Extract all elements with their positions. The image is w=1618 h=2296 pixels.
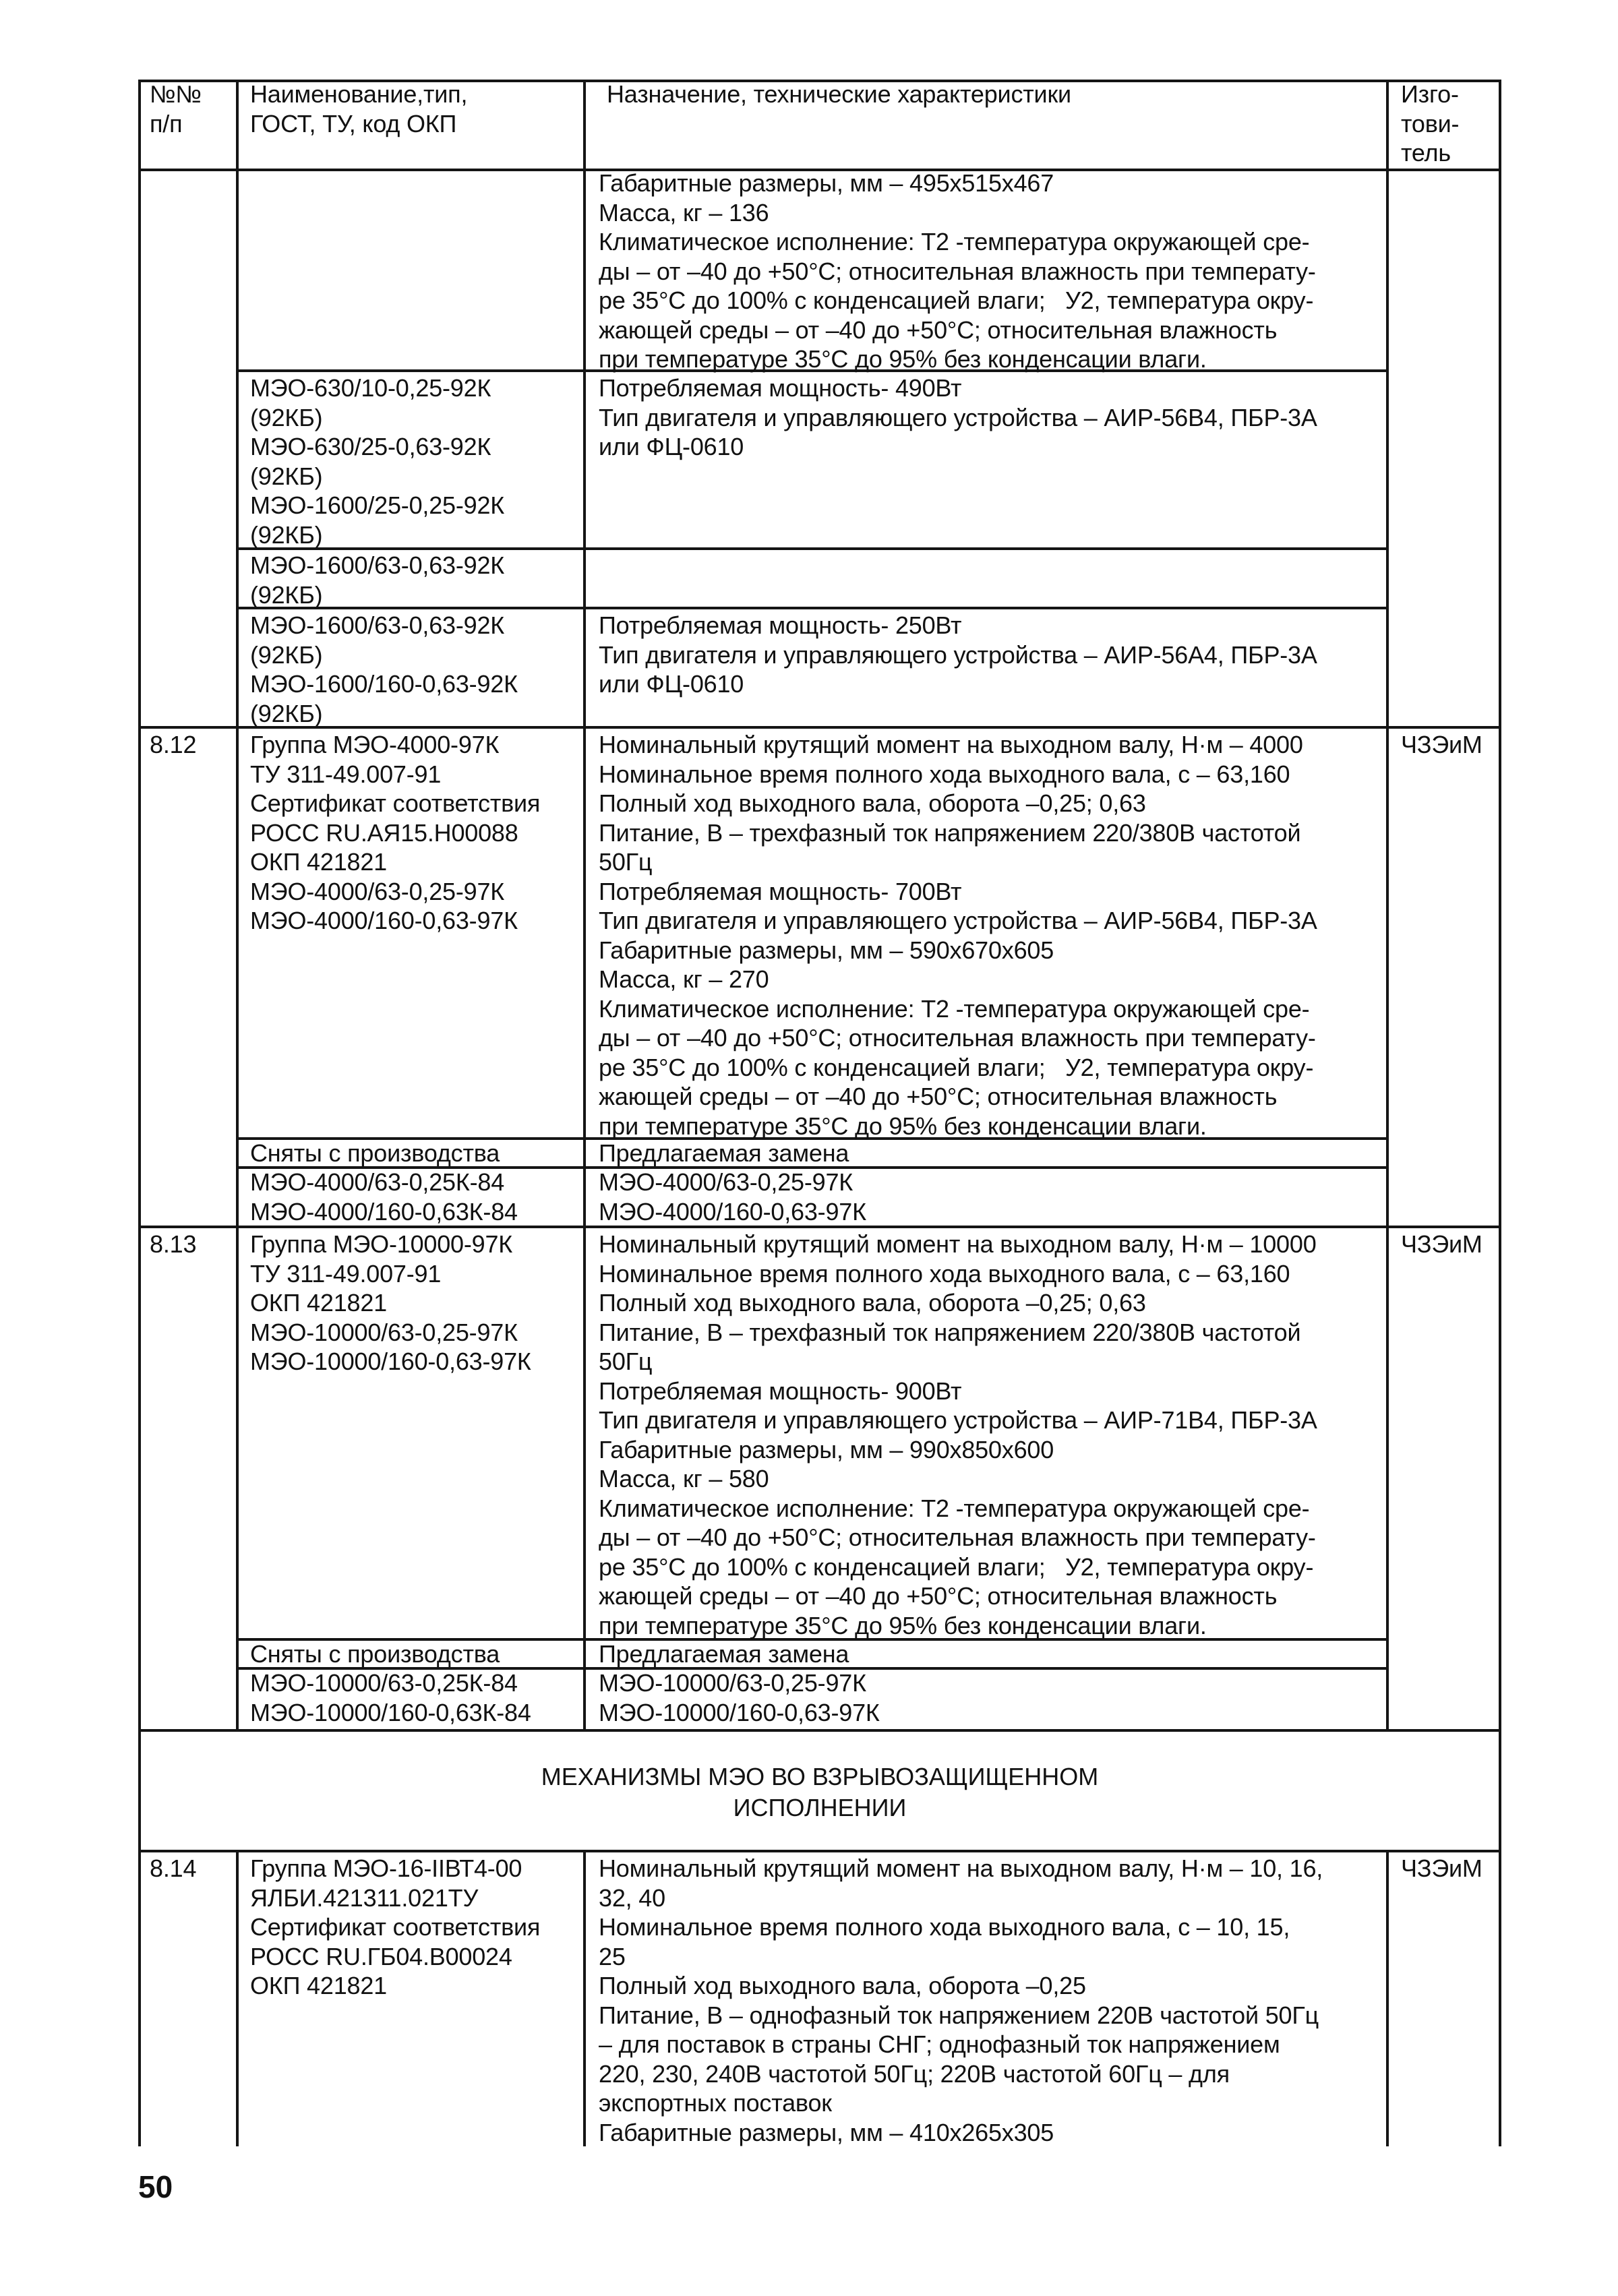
cont-desc-250w: Потребляемая мощность- 250Вт Тип двигателя и управляющего устройства – АИР-56А4, ПБР-3А или ФЦ-0610 (599, 611, 1317, 698)
table-left-border (138, 80, 141, 1852)
col1-divider (236, 80, 239, 1732)
replacement-812: Предлагаемая замена (599, 1139, 849, 1167)
header-number: №№ п/п (150, 80, 202, 138)
cont-desc-490w: Потребляемая мощность- 490Вт Тип двигателя и управляющего устройства – АИР-56В4, ПБР-3А или ФЦ-0610 (599, 374, 1317, 460)
name-812: Группа МЭО-4000-97К ТУ 311-49.007-91 Сертификат соответствия РОСС RU.АЯ15.Н00088 ОКП 421821 МЭО-4000/63-0,25-97К МЭО-4000/160-0,63-97К (250, 731, 541, 934)
row-number-812: 8.12 (150, 731, 197, 758)
manufacturer-814: ЧЗЭиМ (1401, 1854, 1482, 1882)
name-813: Группа МЭО-10000-97К ТУ 311-49.007-91 ОКП 421821 МЭО-10000/63-0,25-97К МЭО-10000/160-0,63-97К (250, 1230, 531, 1375)
manufacturer-813: ЧЗЭиМ (1401, 1230, 1482, 1258)
t814-col3-divider (1386, 1850, 1389, 2146)
desc-813: Номинальный крутящий момент на выходном валу, Н·м – 10000 Номинальное время полного хода выходного вала, с – 63,160 Полный ход выходного вала, оборота –0,25; 0,63 Питание, В – трехфазный ток напряжением 220/380В частотой 50Гц Потребляемая мощность- 900Вт Тип двигателя и управляющего устройства – АИР-71В4, ПБР-3А Габаритные размеры, мм – 990х850х600 Масса, кг – 580 Климатическое исполнение: Т2 -температура окружающей сре- ды – от –40 до +50°С; относительная влажность при температу- ре 35°С до 100% с конденсацией влаги; У2, температура окру- жающей среды – от –40 до +50°С; относительная влажность при температуре 35°С до 95% без конденсации влаги. (599, 1230, 1317, 1639)
old-models-812: МЭО-4000/63-0,25К-84 МЭО-4000/160-0,63К-84 (250, 1168, 518, 1226)
cont-desc-dimensions: Габаритные размеры, мм – 495х515х467 Масса, кг – 136 Климатическое исполнение: Т2 -температура окружающей сре- ды – от –40 до +50°С; относительная влажность при температу- ре 35°С до 100% с конденсацией влаги; У2, температура окру- жающей среды – от –40 до +50°С; относительная влажность при температуре 35°С до 95% без конденсации влаги. (599, 169, 1316, 373)
new-models-812: МЭО-4000/63-0,25-97К МЭО-4000/160-0,63-97К (599, 1168, 866, 1226)
row-number-813: 8.13 (150, 1230, 197, 1258)
desc-814: Номинальный крутящий момент на выходном валу, Н·м – 10, 16, 32, 40 Номинальное время полного хода выходного вала, с – 10, 15, 25 Полный ход выходного вала, оборота –0,25 Питание, В – однофазный ток напряжением 220В частотой 50Гц – для поставок в страны СНГ; однофазный ток напряжением 220, 230, 240В частотой 50Гц; 220В частотой 60Гц – для экспортных поставок Габаритные размеры, мм – 410х265х305 (599, 1854, 1323, 2146)
col2-divider (583, 80, 586, 1732)
header-name: Наименование,тип, ГОСТ, ТУ, код ОКП (250, 80, 468, 138)
old-models-813: МЭО-10000/63-0,25К-84 МЭО-10000/160-0,63К-84 (250, 1669, 531, 1726)
row-number-814: 8.14 (150, 1854, 197, 1882)
section-heading-explosion-proof: МЕХАНИЗМЫ МЭО ВО ВЗРЫВОЗАЩИЩЕННОМ ИСПОЛНЕНИИ (541, 1763, 1099, 1821)
header-purpose: Назначение, технические характеристики (607, 80, 1071, 108)
new-models-813: МЭО-10000/63-0,25-97К МЭО-10000/160-0,63-97К (599, 1669, 880, 1726)
name-814: Группа МЭО-16-IIВТ4-00 ЯЛБИ.421311.021ТУ Сертификат соответствия РОСС RU.ГБ04.В00024 ОКП 421821 (250, 1854, 541, 1999)
discontinued-813: Сняты с производства (250, 1640, 500, 1668)
section-bottom-border (138, 1850, 1501, 1852)
replacement-813: Предлагаемая замена (599, 1640, 849, 1668)
block-813-bottom-border (138, 1729, 1501, 1732)
cont-name-mzo1600-63: МЭО-1600/63-0,63-92К (92КБ) (250, 551, 505, 609)
t814-right-border (1499, 1850, 1501, 2146)
t814-col2-divider (583, 1850, 586, 2146)
desc-812: Номинальный крутящий момент на выходном валу, Н·м – 4000 Номинальное время полного хода выходного вала, с – 63,160 Полный ход выходного вала, оборота –0,25; 0,63 Питание, В – трехфазный ток напряжением 220/380В частотой 50Гц Потребляемая мощность- 700Вт Тип двигателя и управляющего устройства – АИР-56В4, ПБР-3А Габаритные размеры, мм – 590х670х605 Масса, кг – 270 Климатическое исполнение: Т2 -температура окружающей сре- ды – от –40 до +50°С; относительная влажность при температу- ре 35°С до 100% с конденсацией влаги; У2, температура окру- жающей среды – от –40 до +50°С; относительная влажность при температуре 35°С до 95% без конденсации влаги. (599, 731, 1317, 1140)
cont-name-mzo630: МЭО-630/10-0,25-92К (92КБ) МЭО-630/25-0,63-92К (92КБ) МЭО-1600/25-0,25-92К (92КБ) (250, 374, 505, 549)
table-right-border (1499, 80, 1501, 1852)
t814-left-border (138, 1850, 141, 2146)
cont-name-mzo1600-160: МЭО-1600/63-0,63-92К (92КБ) МЭО-1600/160-0,63-92К (92КБ) (250, 611, 518, 727)
page-number: 50 (138, 2169, 173, 2204)
col3-divider (1386, 80, 1389, 1732)
manufacturer-812: ЧЗЭиМ (1401, 731, 1482, 758)
header-manufacturer: Изго- тови- тель (1401, 80, 1460, 167)
t814-col1-divider (236, 1850, 239, 2146)
discontinued-812: Сняты с производства (250, 1139, 500, 1167)
